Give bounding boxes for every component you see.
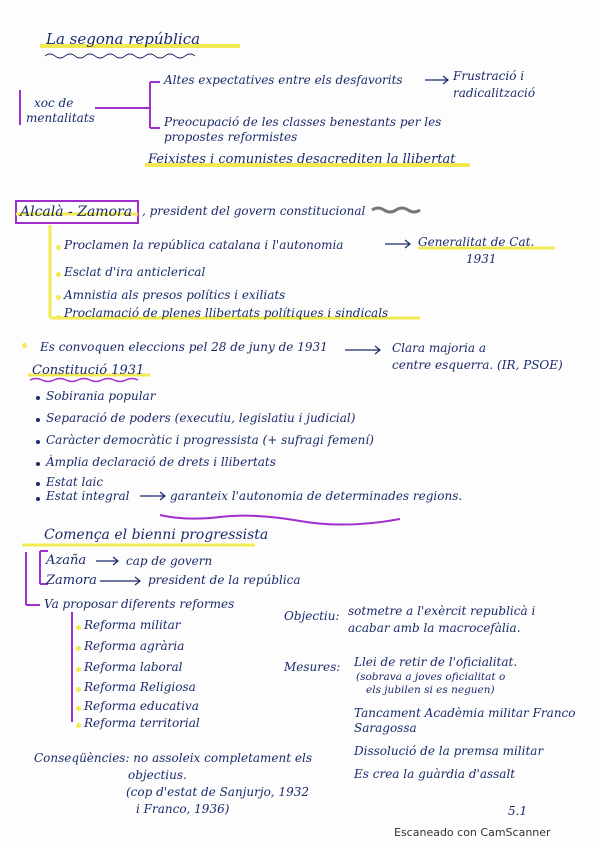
consequencies-line-4: i Franco, 1936) — [136, 802, 230, 816]
alcala-bullet-3 — [56, 295, 61, 300]
alcala-item-2: Esclat d'ira anticlerical — [64, 265, 206, 279]
eleccions-bullet — [22, 343, 27, 348]
reforma-bullet-1 — [76, 625, 81, 630]
page-number: 5.1 — [508, 804, 528, 818]
zamora-label: Zamora — [46, 573, 97, 588]
constitucio-bullet-4 — [36, 462, 40, 466]
mesures-line-3: els jubilen si es neguen) — [366, 684, 495, 696]
constitucio-bullet-3 — [36, 440, 40, 444]
alcala-item-1: Proclamen la república catalana i l'autonomia — [64, 238, 344, 252]
radicalitzacio-text: radicalització — [453, 86, 536, 100]
eleccions-result-2: centre esquerra. (IR, PSOE) — [392, 358, 563, 372]
mesures-line-1: Llei de retir de l'oficialitat. — [354, 655, 518, 669]
mesures-item-4: Es crea la guàrdia d'assalt — [354, 767, 516, 781]
mentalitats-branch-2-line-1: Preocupació de les classes benestants per les — [164, 115, 442, 129]
alcala-bullet-4 — [56, 315, 61, 320]
alcala-heading-rest: , president del govern constitucional — [142, 204, 366, 218]
mentalitats-conclusion: Feixistes i comunistes desacrediten la llibertat — [148, 152, 456, 167]
alcala-bullet-2 — [56, 272, 61, 277]
mentalitats-label-1: xoc de — [34, 96, 74, 110]
reforma-1: Reforma militar — [84, 618, 181, 632]
constitucio-item-6-result: garanteix l'autonomia de determinades regions. — [170, 489, 463, 503]
reforma-bullet-2 — [76, 646, 81, 651]
alcala-item-4: Proclamació de plenes llibertats polítiques i sindicals — [64, 306, 389, 320]
mesures-item-2-line-2: Saragossa — [354, 721, 417, 735]
mesures-item-3: Dissolució de la premsa militar — [354, 744, 544, 758]
consequencies-line-2: objectius. — [128, 768, 187, 782]
constitucio-item-6: Estat integral — [46, 489, 130, 503]
mesures-line-2: (sobrava a joves oficialitat o — [356, 671, 506, 683]
title-underline — [45, 54, 195, 58]
alcala-item-3: Amnistia als presos polítics i exiliats — [64, 288, 286, 302]
constitucio-item-1: Sobirania popular — [46, 389, 156, 403]
eleccions-text: Es convoquen eleccions pel 28 de juny de 1931 — [40, 340, 328, 354]
reformes-intro: Va proposar diferents reformes — [44, 597, 235, 611]
reforma-bullet-6 — [76, 723, 81, 728]
zamora-role: president de la república — [148, 573, 301, 587]
reforma-4: Reforma Religiosa — [84, 680, 196, 694]
mentalitats-branch-2-line-2: propostes reformistes — [164, 130, 298, 144]
reforma-3: Reforma laboral — [84, 660, 183, 674]
reforma-5: Reforma educativa — [84, 699, 199, 713]
generalitat-text: Generalitat de Cat. — [418, 235, 535, 249]
alcala-bullet-1 — [56, 245, 61, 250]
azana-role: cap de govern — [126, 554, 213, 568]
mentalitats-label-2: mentalitats — [26, 111, 95, 125]
constitucio-bullet-1 — [36, 396, 40, 400]
reforma-6: Reforma territorial — [84, 716, 200, 730]
constitucio-bullet-2 — [36, 418, 40, 422]
page-title: La segona república — [46, 30, 201, 48]
constitucio-heading: Constitució 1931 — [32, 363, 145, 378]
constitucio-bullet-5 — [36, 482, 40, 486]
objectiu-line-1: sotmetre a l'exèrcit republicà i — [348, 604, 536, 618]
alcala-heading: Alcalà - Zamora — [20, 204, 133, 220]
mentalitats-branch-1: Altes expectatives entre els desfavorits — [164, 73, 403, 87]
frustracio-text: Frustració i — [453, 69, 525, 83]
constitucio-item-4: Àmplia declaració de drets i llibertats — [46, 455, 276, 469]
reforma-bullet-5 — [76, 706, 81, 711]
objectiu-line-2: acabar amb la macrocefàlia. — [348, 621, 521, 635]
objectiu-label: Objectiu: — [284, 609, 340, 623]
mesures-item-2-line-1: Tancament Acadèmia militar Franco — [354, 706, 576, 720]
consequencies-line-1: Conseqüències: no assoleix completament els — [34, 751, 312, 765]
azana-label: Azaña — [46, 553, 87, 568]
generalitat-year: 1931 — [466, 252, 497, 266]
constitucio-bullet-6 — [36, 497, 40, 501]
consequencies-line-3: (cop d'estat de Sanjurjo, 1932 — [126, 785, 309, 799]
constitucio-item-2: Separació de poders (executiu, legislatiu i judicial) — [46, 411, 356, 425]
reforma-bullet-4 — [76, 687, 81, 692]
constitucio-item-3: Caràcter democràtic i progressista (+ sufragi femení) — [46, 433, 374, 447]
bienni-heading: Comença el bienni progressista — [44, 527, 269, 543]
reforma-2: Reforma agrària — [84, 639, 185, 653]
constitucio-item-5: Estat laic — [46, 475, 104, 489]
reforma-bullet-3 — [76, 667, 81, 672]
mesures-label: Mesures: — [284, 660, 341, 674]
scanner-watermark: Escaneado con CamScanner — [394, 826, 551, 839]
eleccions-result-1: Clara majoria a — [392, 341, 487, 355]
